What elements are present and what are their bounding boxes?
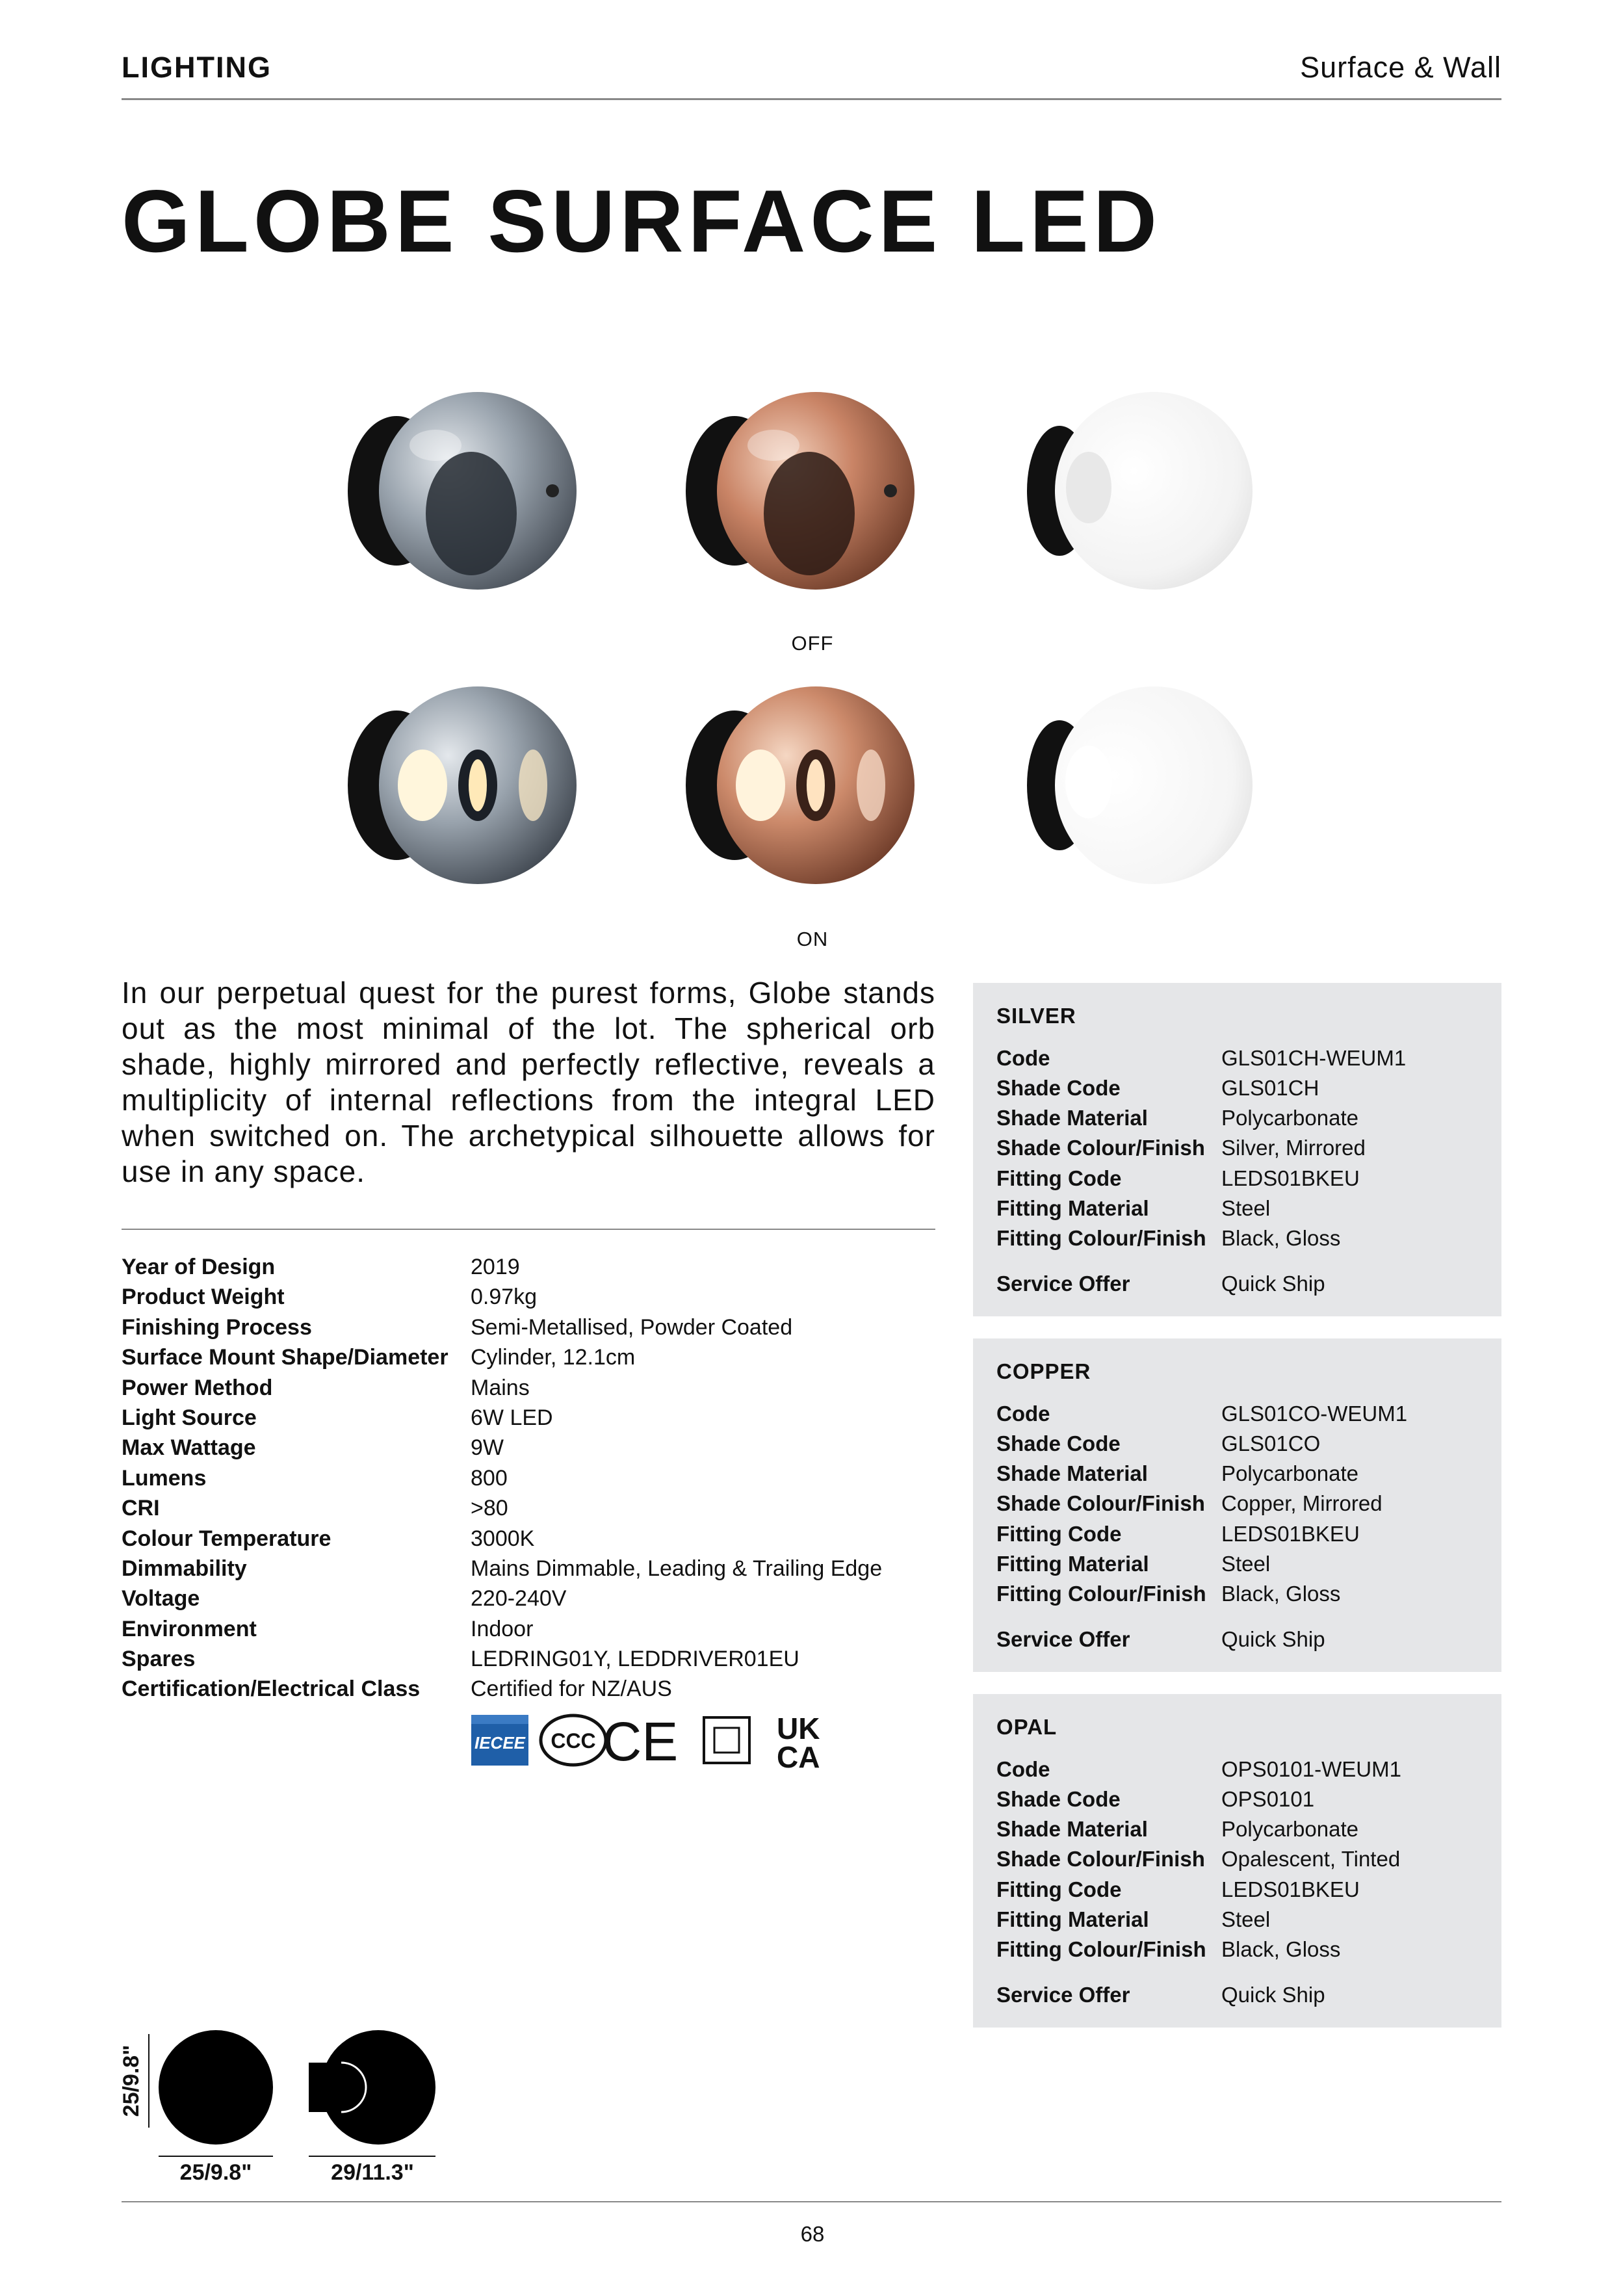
variant-label: Shade Material xyxy=(996,1817,1148,1841)
variant-label: Service Offer xyxy=(996,1983,1130,2007)
spec-value: 800 xyxy=(471,1465,508,1491)
variant-label: Fitting Material xyxy=(996,1552,1149,1576)
spec-label: Dimmability xyxy=(122,1556,247,1581)
variant-label: Shade Code xyxy=(996,1787,1121,1811)
spec-row xyxy=(122,1463,941,1493)
variant-name: OPAL xyxy=(996,1715,1058,1739)
spec-row xyxy=(122,1584,941,1613)
spec-row xyxy=(122,1674,941,1704)
variant-panel-opal xyxy=(973,1694,1501,2028)
spec-value: 220-240V xyxy=(471,1586,567,1611)
variant-value: Copper, Mirrored xyxy=(1221,1491,1383,1515)
spec-value: 0.97kg xyxy=(471,1285,538,1310)
spec-value: Mains xyxy=(471,1375,530,1400)
variant-value: Black, Gloss xyxy=(1221,1937,1341,1961)
spec-value: 6W LED xyxy=(471,1405,553,1430)
ccc-text: CCC xyxy=(551,1729,596,1753)
variant-label: Service Offer xyxy=(996,1272,1130,1296)
spec-label: Max Wattage xyxy=(122,1435,256,1461)
silver-lamp-off-image xyxy=(338,384,585,598)
variant-value: Quick Ship xyxy=(1221,1983,1325,2007)
variant-value: Steel xyxy=(1221,1196,1271,1220)
front-width-label: 25/9.8" xyxy=(179,2160,252,2181)
variant-value: LEDS01BKEU xyxy=(1221,1166,1360,1190)
silver-lamp-on-image xyxy=(338,678,585,893)
spec-row xyxy=(122,1373,941,1403)
variant-value: GLS01CO-WEUM1 xyxy=(1221,1402,1408,1426)
variant-name: SILVER xyxy=(996,1004,1076,1028)
variant-label: Fitting Colour/Finish xyxy=(996,1226,1206,1250)
variant-value: GLS01CH xyxy=(1221,1076,1319,1100)
spec-label: Finishing Process xyxy=(122,1314,312,1340)
variant-value: Quick Ship xyxy=(1221,1272,1325,1296)
spec-value: >80 xyxy=(471,1496,508,1521)
variant-label: Shade Material xyxy=(996,1106,1148,1130)
spec-row xyxy=(122,1342,941,1372)
variant-panel-copper xyxy=(973,1338,1501,1672)
ukca-icon xyxy=(777,1712,820,1768)
on-label: ON xyxy=(796,928,829,950)
spec-row xyxy=(122,1252,941,1282)
spec-value: Cylinder, 12.1cm xyxy=(471,1345,636,1370)
variant-value: Polycarbonate xyxy=(1221,1461,1358,1485)
spec-row xyxy=(122,1644,941,1674)
spec-label: Light Source xyxy=(122,1405,257,1430)
variant-label: Code xyxy=(996,1757,1050,1781)
spec-label: Colour Temperature xyxy=(122,1526,331,1551)
spec-label: Surface Mount Shape/Diameter xyxy=(122,1345,448,1370)
variant-label: Fitting Material xyxy=(996,1907,1149,1931)
copper-lamp-on-image xyxy=(676,678,923,893)
footer-divider xyxy=(122,2201,1501,2202)
category-label: LIGHTING xyxy=(122,51,272,84)
spec-label: Product Weight xyxy=(122,1285,285,1310)
variant-panel-silver xyxy=(973,983,1501,1316)
opal-lamp-off-image xyxy=(1014,384,1261,598)
variant-value: Steel xyxy=(1221,1552,1271,1576)
spec-value: Semi-Metallised, Powder Coated xyxy=(471,1314,793,1340)
dimension-drawings xyxy=(114,2018,452,2181)
variant-label: Shade Colour/Finish xyxy=(996,1847,1205,1871)
variant-label: Shade Colour/Finish xyxy=(996,1491,1205,1515)
page-title: GLOBE SURFACE LED xyxy=(122,172,1162,270)
variant-value: Steel xyxy=(1221,1907,1271,1931)
spec-value: LEDRING01Y, LEDDRIVER01EU xyxy=(471,1647,799,1672)
variant-label: Fitting Material xyxy=(996,1196,1149,1220)
ccc-icon xyxy=(541,1715,606,1765)
variant-label: Fitting Colour/Finish xyxy=(996,1937,1206,1961)
variant-value: LEDS01BKEU xyxy=(1221,1522,1360,1546)
variant-label: Shade Material xyxy=(996,1461,1148,1485)
variant-value: Black, Gloss xyxy=(1221,1582,1341,1606)
spec-row xyxy=(122,1403,941,1433)
header-divider xyxy=(122,98,1501,100)
section-label: Surface & Wall xyxy=(1300,51,1501,84)
ca-text: CA xyxy=(777,1740,820,1768)
front-view-drawing xyxy=(159,2030,273,2145)
spec-value: 2019 xyxy=(471,1255,520,1279)
variant-value: GLS01CO xyxy=(1221,1431,1321,1455)
variant-value: GLS01CH-WEUM1 xyxy=(1221,1046,1407,1070)
ce-text: CE xyxy=(602,1711,679,1768)
spec-row xyxy=(122,1554,941,1584)
spec-value: Certified for NZ/AUS xyxy=(471,1676,672,1702)
spec-row xyxy=(122,1312,941,1342)
spec-value: Indoor xyxy=(471,1616,534,1641)
iecee-icon xyxy=(471,1715,528,1766)
variant-label: Fitting Code xyxy=(996,1166,1122,1190)
spec-label: Environment xyxy=(122,1616,257,1641)
uk-text: UK xyxy=(777,1712,820,1745)
variant-value: OPS0101 xyxy=(1221,1787,1315,1811)
variant-name: COPPER xyxy=(996,1359,1091,1383)
spec-row xyxy=(122,1614,941,1644)
variant-label: Shade Code xyxy=(996,1076,1121,1100)
variant-value: Polycarbonate xyxy=(1221,1817,1358,1841)
variant-value: LEDS01BKEU xyxy=(1221,1877,1360,1901)
spec-label: Power Method xyxy=(122,1375,273,1400)
spec-value: Mains Dimmable, Leading & Trailing Edge xyxy=(471,1556,883,1581)
variant-label: Service Offer xyxy=(996,1627,1130,1651)
variant-label: Fitting Code xyxy=(996,1877,1122,1901)
off-label: OFF xyxy=(791,632,834,655)
variant-label: Code xyxy=(996,1046,1050,1070)
copper-lamp-off-image xyxy=(676,384,923,598)
spec-row xyxy=(122,1524,941,1554)
variant-label: Shade Code xyxy=(996,1431,1121,1455)
variant-label: Code xyxy=(996,1402,1050,1426)
page-number: 68 xyxy=(800,2222,825,2246)
variant-value: OPS0101-WEUM1 xyxy=(1221,1757,1401,1781)
variant-value: Opalescent, Tinted xyxy=(1221,1847,1401,1871)
spec-label: Certification/Electrical Class xyxy=(122,1676,421,1702)
spec-label: Lumens xyxy=(122,1465,207,1491)
spec-row xyxy=(122,1282,941,1312)
opal-lamp-on-image xyxy=(1014,678,1261,893)
variant-value: Black, Gloss xyxy=(1221,1226,1341,1250)
spec-label: Year of Design xyxy=(122,1255,276,1279)
variant-value: Polycarbonate xyxy=(1221,1106,1358,1130)
product-description: In our perpetual quest for the purest forms, Globe stands out as the most minimal of the lot. The spherical orb shade, highly mirrored and perfectly reflective, reveals a multiplicity of internal reflections from the integral LED when switched on. The archetypical silhouette allows for use in any space. xyxy=(122,976,935,1188)
specifications-table xyxy=(122,1252,941,1704)
ce-icon xyxy=(603,1711,679,1768)
side-view-drawing xyxy=(309,2030,435,2145)
description-divider xyxy=(122,1229,935,1230)
variant-value: Quick Ship xyxy=(1221,1627,1325,1651)
height-dimension-label: 25/9.8" xyxy=(119,2044,144,2117)
iecee-text: IECEE xyxy=(474,1733,526,1753)
class-ii-icon xyxy=(704,1717,749,1763)
spec-label: Voltage xyxy=(122,1586,200,1611)
side-depth-label: 29/11.3" xyxy=(331,2160,414,2181)
variant-label: Fitting Colour/Finish xyxy=(996,1582,1206,1606)
variant-label: Shade Colour/Finish xyxy=(996,1136,1205,1160)
variant-label: Fitting Code xyxy=(996,1522,1122,1546)
certification-icons xyxy=(471,1710,835,1768)
spec-label: CRI xyxy=(122,1496,160,1521)
variant-value: Silver, Mirrored xyxy=(1221,1136,1366,1160)
spec-label: Spares xyxy=(122,1647,196,1672)
spec-row xyxy=(122,1433,941,1463)
spec-row xyxy=(122,1493,941,1523)
spec-value: 9W xyxy=(471,1435,504,1461)
spec-value: 3000K xyxy=(471,1526,535,1551)
